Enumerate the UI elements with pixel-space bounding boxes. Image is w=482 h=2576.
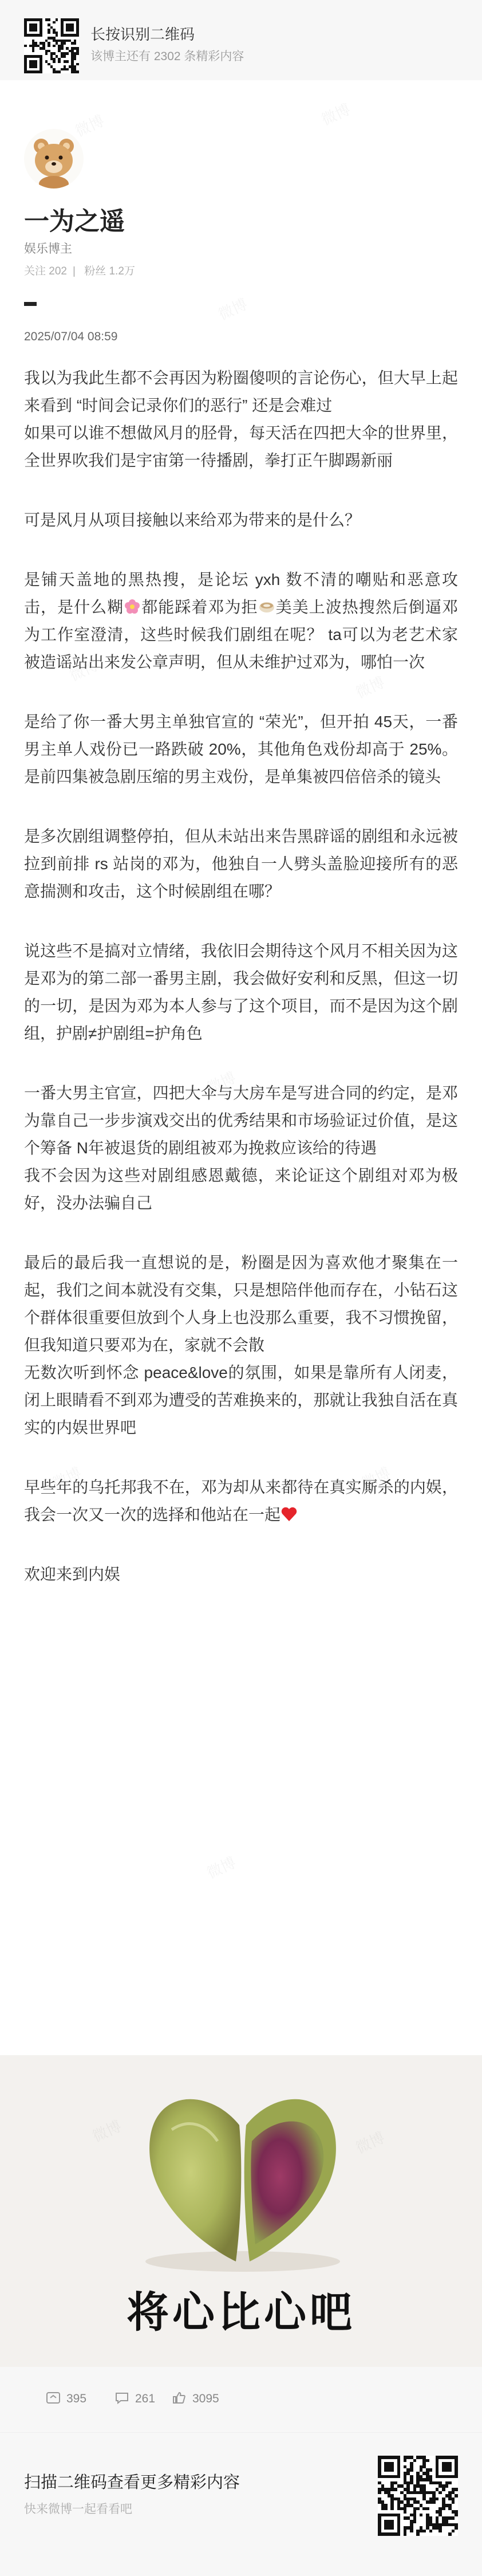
fans-count: 粉丝 1.2万 [84, 265, 135, 277]
avatar[interactable] [24, 129, 84, 189]
qr-code[interactable] [378, 2456, 458, 2536]
repost-count: 395 [66, 2392, 87, 2405]
post-paragraph: 最后的最后我一直想说的是，粉圈是因为喜欢他才聚集在一起，我们之间本就没有交集，只是想陪伴他而存在，小钻石这个群体很重要但放到个人身上也没那么重要，我不习惯挽留，但我知道只要邓为在，家就不会散 无数次听到怀念 peace&love的氛围，如果是靠所有人闭麦，闭上眼睛看不到邓为遭受的苦难换来的，那就让我独自活在真实的内娱世界吧 [24, 1254, 458, 1436]
post-paragraph: 一番大男主官宣，四把大伞与大房车是写进合同的约定，是邓为靠自己一步步演戏交出的优秀结果和市场验证过价值，是这个筹备 N年被退货的剧组被邓为挽救应该给的待遇 我不会因为这些对剧组感恩戴德，来论证这个剧组对邓为极好，没办法骗自己 [24, 1084, 458, 1212]
post-paragraph: 是给了你一番大男主单独官宣的 “荣光”，但开拍 45天，一番男主单人戏份已一路跌破 20%，其他角色戏份却高于 25%。是前四集被急剧压缩的男主戏份，是单集被四倍倍杀的镜头 [24, 713, 458, 786]
qr-code[interactable] [24, 18, 79, 73]
post-content [24, 364, 458, 1620]
author-stats [24, 262, 141, 278]
watermark [203, 1851, 239, 1883]
post-image[interactable] [0, 2055, 482, 2367]
banner-subtitle: 该博主还有 2302 条精彩内容 [90, 50, 244, 63]
repost-button[interactable] [46, 2391, 86, 2406]
post-paragraph: 可是风月从项目接触以来给邓为带来的是什么？ [24, 511, 361, 529]
action-bar [0, 2367, 482, 2432]
post-paragraph: 欢迎来到内娱 [24, 1565, 121, 1583]
footer [0, 2432, 482, 2576]
post-paragraph: 是多次剧组调整停拍，但从未站出来告黑辟谣的剧组和永远被拉到前排 rs 站岗的邓为，他独自一人劈头盖脸迎接所有的恶意揣测和攻击，这个时候剧组在哪？ [24, 827, 458, 900]
watermark [72, 109, 108, 142]
stats-divider: | [72, 265, 76, 277]
text-segment: 早些年的乌托邦我不在，邓为却从来都待在真实厮杀的内娱，我会一次又一次的选择和他站在一起 [24, 1478, 458, 1523]
bowl-emoji-icon [258, 598, 275, 615]
flower-emoji-icon [124, 598, 141, 615]
qr-banner [0, 0, 482, 80]
watermark [318, 98, 354, 130]
watermark [215, 293, 251, 325]
bear-avatar-image [24, 129, 84, 189]
comment-count: 261 [135, 2392, 156, 2405]
footer-subtitle: 快来微博一起看看吧 [24, 2503, 132, 2516]
post-paragraph: 我以为我此生都不会再因为粉圈傻呗的言论伤心，但大早上起来看到 “时间会记录你们的恶行” 还是会难过 如果可以谁不想做风月的胫骨，每天活在四把大伞的世界里，全世界吹我们是宇宙第一待播剧，拳打正午脚踢新丽 [24, 369, 458, 469]
footer-title: 扫描二维码查看更多精彩内容 [24, 2473, 240, 2492]
post-date: 2025/07/04 08:59 [24, 330, 118, 343]
qr-module [455, 2532, 458, 2536]
comment-icon [114, 2391, 129, 2405]
author-role: 娱乐博主 [24, 242, 72, 256]
text-segment: 美美上波热搜然后倒逼邓为工作室澄清，这些时候我们剧组在呢？ ta可以为老艺术家被造谣站出来发公章声明，但从未维护过邓为，哪怕一次 [24, 598, 458, 671]
divider-dash [24, 302, 37, 306]
red-heart-icon [280, 1506, 298, 1523]
comment-button[interactable] [114, 2391, 155, 2406]
repost-icon [46, 2391, 61, 2405]
thumbs-up-icon [172, 2391, 187, 2405]
text-segment: 是铺天盖地的黑热搜，是论坛 yxh 数不清的嘲贴和恶意攻击，是什么糊 [24, 571, 458, 616]
post-paragraph: 说这些不是搞对立情绪，我依旧会期待这个风月不相关因为这是邓为的第二部一番男主剧，我会做好安利和反黑，但这一切的一切，是因为邓为本人参与了这个项目，而不是因为这个剧组，护剧≠护剧组=护角色 [24, 942, 458, 1042]
qr-module [76, 70, 79, 73]
pistachio-heart-image [0, 2055, 482, 2284]
post-paragraph [24, 566, 458, 676]
banner-title: 长按识别二维码 [90, 26, 195, 43]
text-segment: 都能踩着邓为拒 [141, 598, 258, 616]
author-name[interactable]: 一为之遥 [24, 207, 125, 235]
follow-count: 关注 202 [24, 265, 67, 277]
post-paragraph [24, 1474, 458, 1529]
image-caption: 将心比心吧 [127, 2288, 355, 2336]
like-button[interactable] [172, 2391, 219, 2406]
like-count: 3095 [192, 2392, 219, 2405]
